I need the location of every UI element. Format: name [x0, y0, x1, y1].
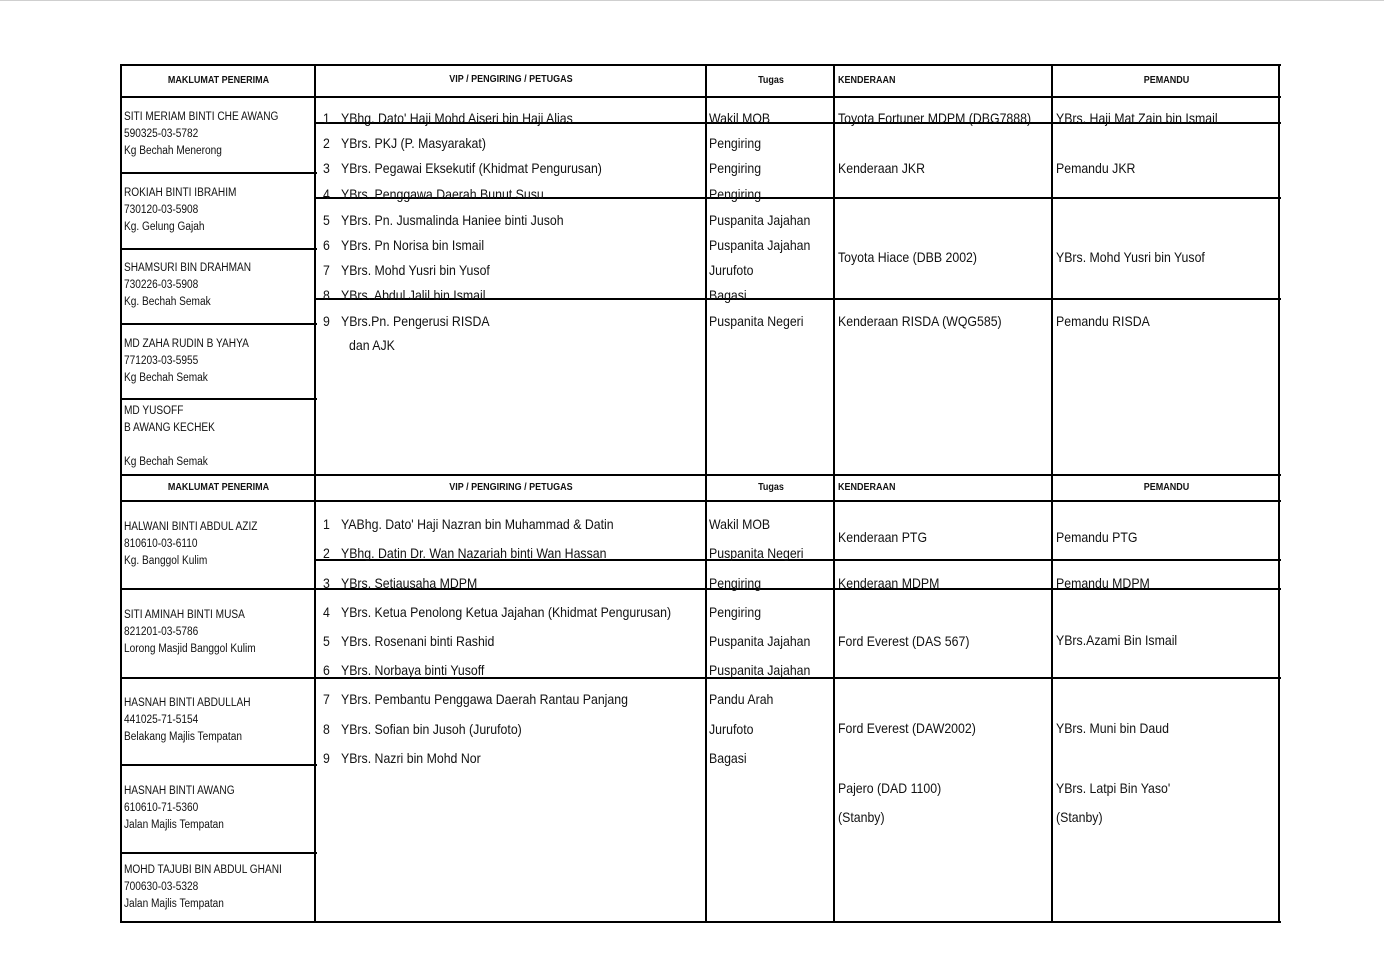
recipient-address: Jalan Majlis Tempatan [124, 898, 224, 910]
pemandu-cell: Pemandu MDPM [1056, 575, 1150, 591]
vip-number: 1 [323, 110, 330, 126]
table-rule-horizontal [120, 588, 317, 590]
recipient-ic: 810610-03-6110 [124, 538, 198, 550]
header-kenderaan: KENDERAAN [838, 482, 896, 493]
kenderaan-cell: Pajero (DAD 1100) [838, 780, 942, 796]
tugas-cell: Puspanita Negeri [709, 313, 804, 329]
vip-name: YBrs. Pn. Jusmalinda Haniee binti Jusoh [341, 212, 564, 228]
tugas-cell: Puspanita Jajahan [709, 212, 811, 228]
table-rule-vertical [705, 64, 707, 923]
recipient-entry [124, 519, 257, 570]
vip-number: 5 [323, 633, 330, 649]
recipient-entry [124, 403, 215, 471]
recipient-ic: 700630-03-5328 [124, 881, 199, 893]
table-rule-horizontal [120, 921, 1281, 923]
recipient-address: Kg Bechah Menerong [124, 145, 222, 157]
table-rule-vertical [314, 64, 316, 923]
recipient-entry [124, 185, 236, 236]
table-rule-horizontal [120, 398, 317, 400]
recipient-entry [124, 862, 282, 913]
recipient-entry [124, 695, 251, 746]
table-rule-horizontal [120, 474, 1281, 476]
kenderaan-cell: Kenderaan MDPM [838, 575, 940, 591]
header-pemandu: PEMANDU [1143, 75, 1190, 86]
pemandu-cell: Pemandu RISDA [1056, 313, 1150, 329]
vip-name: YBhg. Dato' Haji Mohd Aiseri bin Haji Alias [341, 110, 573, 126]
vip-number: 3 [323, 160, 330, 176]
recipient-ic: 730120-03-5908 [124, 204, 199, 216]
recipient-ic: B AWANG KECHEK [124, 422, 215, 434]
kenderaan-cell: (Stanby) [838, 809, 885, 825]
pemandu-cell: YBrs. Mohd Yusri bin Yusof [1056, 249, 1205, 265]
pemandu-cell: YBrs.Azami Bin Ismail [1056, 632, 1178, 648]
recipient-entry [124, 336, 249, 387]
vip-number: 7 [323, 691, 330, 707]
recipient-address: Lorong Masjid Banggol Kulim [124, 643, 256, 655]
vip-number: 9 [323, 750, 330, 766]
kenderaan-cell: Toyota Hiace (DBB 2002) [838, 249, 978, 265]
recipient-name: HASNAH BINTI ABDULLAH [124, 697, 251, 709]
recipient-address: Kg. Gelung Gajah [124, 221, 205, 233]
recipient-name: MOHD TAJUBI BIN ABDUL GHANI [124, 864, 282, 876]
vip-name: YABhg. Dato' Haji Nazran bin Muhammad & Datin [341, 516, 614, 532]
recipient-address: Kg Bechah Semak [124, 372, 208, 384]
table-rule-horizontal [120, 677, 317, 679]
vip-name: YBrs.Pn. Pengerusi RISDA [341, 313, 490, 329]
table-rule-horizontal [120, 96, 1281, 98]
recipient-name: SITI AMINAH BINTI MUSA [124, 609, 245, 621]
recipient-address: Kg. Bechah Semak [124, 296, 211, 308]
recipient-ic: 590325-03-5782 [124, 128, 199, 140]
vip-name: YBrs. Setiausaha MDPM [341, 575, 478, 591]
vip-name: YBrs. Pn Norisa bin Ismail [341, 237, 485, 253]
recipient-address: Jalan Majlis Tempatan [124, 819, 224, 831]
header-vip: VIP / PENGIRING / PETUGAS [449, 74, 573, 85]
table-rule-horizontal [120, 764, 317, 766]
header-pemandu: PEMANDU [1143, 482, 1190, 493]
recipient-entry [124, 607, 256, 658]
tugas-cell: Bagasi [709, 287, 747, 303]
table-rule-vertical [1278, 64, 1280, 923]
header-kenderaan: KENDERAAN [838, 75, 896, 86]
pemandu-cell: YBrs. Latpi Bin Yaso' [1056, 780, 1171, 796]
recipient-entry [124, 260, 251, 311]
vip-number: 2 [323, 545, 330, 561]
recipient-name: MD ZAHA RUDIN B YAHYA [124, 338, 249, 350]
header-recipient: MAKLUMAT PENERIMA [167, 482, 270, 493]
recipient-name: HALWANI BINTI ABDUL AZIZ [124, 521, 258, 533]
recipient-name: SITI MERIAM BINTI CHE AWANG [124, 111, 279, 123]
vip-number: 8 [323, 721, 330, 737]
vip-name: YBrs. Norbaya binti Yusoff [341, 662, 485, 678]
kenderaan-cell: Ford Everest (DAW2002) [838, 720, 976, 736]
table-rule-vertical [833, 64, 835, 923]
kenderaan-cell: Kenderaan RISDA (WQG585) [838, 313, 1002, 329]
vip-name-continued: dan AJK [349, 337, 395, 353]
recipient-ic: 441025-71-5154 [124, 714, 199, 726]
vip-number: 4 [323, 186, 330, 202]
table-rule-vertical [120, 64, 122, 923]
tugas-cell: Pengiring [709, 186, 762, 202]
vip-name: YBrs. Nazri bin Mohd Nor [341, 750, 481, 766]
table-rule-horizontal [120, 852, 317, 854]
table-rule-horizontal [120, 323, 317, 325]
vip-name: YBrs. Abdul Jalil bin Ismail [341, 287, 486, 303]
pemandu-cell: YBrs. Haji Mat Zain bin Ismail [1056, 110, 1218, 126]
tugas-cell: Wakil MOB [709, 516, 771, 532]
vip-name: YBrs. Penggawa Daerah Bunut Susu [341, 186, 544, 202]
vip-number: 5 [323, 212, 330, 228]
vip-number: 7 [323, 262, 330, 278]
vip-number: 9 [323, 313, 330, 329]
header-tugas: Tugas [758, 482, 784, 493]
header-vip: VIP / PENGIRING / PETUGAS [449, 482, 573, 493]
pemandu-cell: YBrs. Muni bin Daud [1056, 720, 1169, 736]
recipient-address: Belakang Majlis Tempatan [124, 731, 242, 743]
vip-number: 4 [323, 604, 330, 620]
header-tugas: Tugas [758, 75, 784, 86]
tugas-cell: Bagasi [709, 750, 747, 766]
recipient-ic: 610610-71-5360 [124, 802, 199, 814]
tugas-cell: Pengiring [709, 135, 762, 151]
recipient-ic: 771203-03-5955 [124, 355, 199, 367]
recipient-ic: 730226-03-5908 [124, 279, 199, 291]
vip-name: YBrs. PKJ (P. Masyarakat) [341, 135, 486, 151]
tugas-cell: Pengiring [709, 160, 762, 176]
vip-name: YBhg. Datin Dr. Wan Nazariah binti Wan Hassan [341, 545, 607, 561]
header-recipient: MAKLUMAT PENERIMA [167, 75, 270, 86]
tugas-cell: Puspanita Jajahan [709, 662, 811, 678]
recipient-entry [124, 783, 235, 834]
recipient-name: SHAMSURI BIN DRAHMAN [124, 262, 252, 274]
table-rule-horizontal [120, 500, 1281, 502]
vip-name: YBrs. Sofian bin Jusoh (Jurufoto) [341, 721, 522, 737]
vip-number: 6 [323, 662, 330, 678]
recipient-address: Kg. Banggol Kulim [124, 555, 208, 567]
recipient-name: MD YUSOFF [124, 405, 184, 417]
vip-number: 1 [323, 516, 330, 532]
vip-number: 3 [323, 575, 330, 591]
table-rule-vertical [1051, 64, 1053, 923]
pemandu-cell: Pemandu JKR [1056, 160, 1136, 176]
tugas-cell: Puspanita Jajahan [709, 633, 811, 649]
tugas-cell: Puspanita Jajahan [709, 237, 811, 253]
recipient-name: ROKIAH BINTI IBRAHIM [124, 187, 237, 199]
vip-name: YBrs. Rosenani binti Rashid [341, 633, 495, 649]
vip-number: 2 [323, 135, 330, 151]
tugas-cell: Puspanita Negeri [709, 545, 804, 561]
table-rule-horizontal [120, 248, 317, 250]
tugas-cell: Jurufoto [709, 721, 754, 737]
kenderaan-cell: Toyota Fortuner MDPM (DBG7888) [838, 110, 1032, 126]
kenderaan-cell: Ford Everest (DAS 567) [838, 633, 970, 649]
pemandu-cell: (Stanby) [1056, 809, 1103, 825]
page-top-border [0, 0, 1384, 1]
recipient-entry [124, 109, 278, 160]
recipient-address: Kg Bechah Semak [124, 456, 208, 468]
vip-number: 8 [323, 287, 330, 303]
tugas-cell: Wakil MOB [709, 110, 771, 126]
recipient-ic: 821201-03-5786 [124, 626, 199, 638]
tugas-cell: Pengiring [709, 575, 762, 591]
tugas-cell: Pandu Arah [709, 691, 774, 707]
tugas-cell: Pengiring [709, 604, 762, 620]
recipient-name: HASNAH BINTI AWANG [124, 785, 235, 797]
vip-name: YBrs. Ketua Penolong Ketua Jajahan (Khidmat Pengurusan) [341, 604, 672, 620]
vip-number: 6 [323, 237, 330, 253]
vip-name: YBrs. Mohd Yusri bin Yusof [341, 262, 490, 278]
vip-name: YBrs. Pembantu Penggawa Daerah Rantau Panjang [341, 691, 628, 707]
tugas-cell: Jurufoto [709, 262, 754, 278]
table-rule-horizontal [120, 172, 317, 174]
vip-name: YBrs. Pegawai Eksekutif (Khidmat Pengurusan) [341, 160, 602, 176]
kenderaan-cell: Kenderaan JKR [838, 160, 925, 176]
pemandu-cell: Pemandu PTG [1056, 529, 1138, 545]
table-rule-horizontal [120, 64, 1281, 66]
kenderaan-cell: Kenderaan PTG [838, 529, 928, 545]
